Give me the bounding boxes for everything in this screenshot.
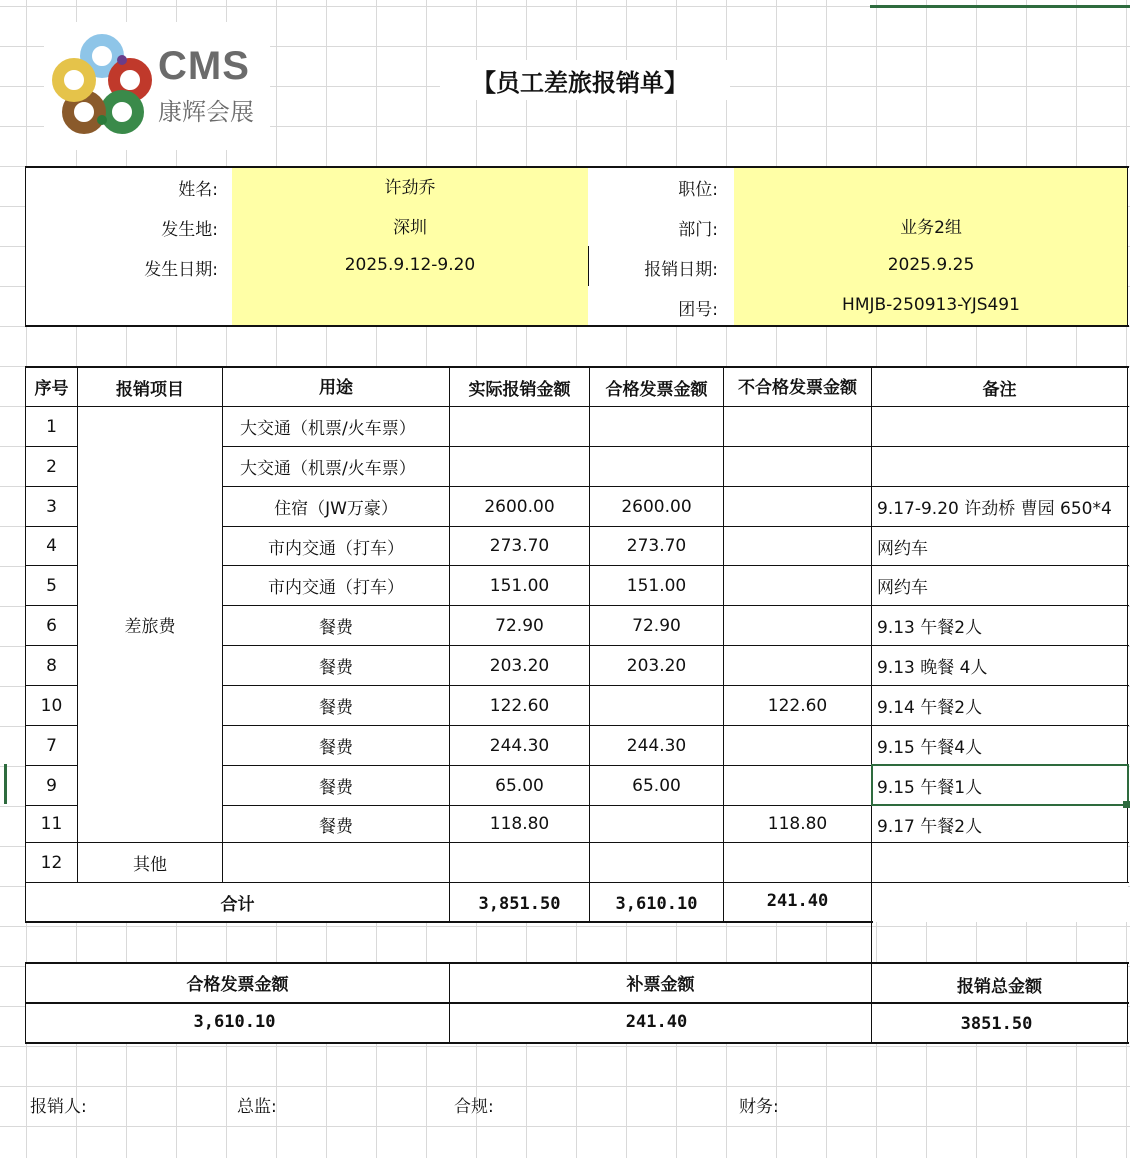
row-selection-marker: [4, 764, 7, 804]
col-header-note: 备注: [982, 380, 1017, 400]
position-label: 职位:: [678, 179, 718, 200]
claim-date-label: 报销日期:: [644, 259, 718, 280]
row-note[interactable]: [872, 407, 1127, 446]
row-purpose[interactable]: 大交通（机票/火车票）: [240, 459, 416, 479]
dept-label: 部门:: [678, 219, 718, 240]
row-purpose[interactable]: 餐费: [319, 698, 353, 718]
info-left-border: [25, 166, 26, 326]
row-purpose[interactable]: 餐费: [319, 778, 353, 798]
row-invalid[interactable]: [724, 527, 871, 565]
row-invalid[interactable]: 118.80: [767, 814, 828, 834]
row-valid[interactable]: [590, 447, 723, 486]
col-header-no: 序号: [34, 379, 69, 399]
total-valid[interactable]: 3,610.10: [615, 894, 698, 914]
page-title: 【员工差旅报销单】: [472, 68, 688, 97]
row-no[interactable]: 7: [46, 735, 57, 756]
row-actual[interactable]: 118.80: [489, 814, 550, 834]
row-actual[interactable]: [450, 447, 589, 486]
row-note[interactable]: 9.15 午餐1人: [877, 778, 983, 798]
row-note[interactable]: [872, 843, 1127, 882]
row-purpose[interactable]: 餐费: [319, 658, 353, 678]
row-note[interactable]: [872, 447, 1127, 486]
row-actual[interactable]: 65.00: [495, 775, 544, 796]
row-actual[interactable]: 122.60: [489, 695, 550, 716]
row-note[interactable]: 9.15 午餐4人: [877, 738, 983, 758]
row-no[interactable]: 9: [46, 775, 57, 796]
signature-director: 总监:: [237, 1096, 277, 1117]
info-bottom-border: [25, 325, 1129, 327]
total-invalid[interactable]: 241.40: [766, 891, 829, 911]
row-invalid[interactable]: 122.60: [767, 695, 828, 716]
date-label: 发生日期:: [144, 259, 218, 280]
row-no[interactable]: 5: [46, 575, 57, 596]
row-valid[interactable]: [590, 686, 723, 725]
row-actual[interactable]: 273.70: [489, 536, 550, 556]
row-note[interactable]: 9.13 晚餐 4人: [877, 658, 988, 678]
row-purpose[interactable]: 大交通（机票/火车票）: [240, 419, 416, 439]
summary-valid-label: 合格发票金额: [186, 974, 289, 995]
total-actual[interactable]: 3,851.50: [478, 894, 561, 914]
summary-valid-value[interactable]: 3,610.10: [193, 1012, 276, 1032]
row-valid[interactable]: 203.20: [626, 655, 687, 676]
row-no[interactable]: 3: [46, 496, 57, 517]
row-valid[interactable]: 72.90: [632, 615, 681, 636]
col-header-item: 报销项目: [116, 380, 184, 400]
summary-supplement-value[interactable]: 241.40: [625, 1012, 688, 1032]
row-no[interactable]: 12: [40, 852, 63, 873]
row-valid[interactable]: 244.30: [626, 735, 687, 756]
row-no[interactable]: 8: [46, 655, 57, 676]
row-actual[interactable]: 72.90: [495, 615, 544, 636]
signature-compliance: 合规:: [454, 1096, 494, 1117]
logo-brand: CMS: [158, 44, 250, 88]
row-no[interactable]: 2: [46, 456, 57, 477]
row-invalid[interactable]: [724, 447, 871, 486]
row-note[interactable]: 9.17 午餐2人: [877, 816, 983, 837]
row-valid[interactable]: [590, 407, 723, 446]
row-purpose[interactable]: 市内交通（打车）: [268, 578, 404, 598]
total-label: 合计: [220, 894, 255, 915]
logo: [44, 22, 270, 150]
claim-date-value[interactable]: 2025.9.25: [887, 255, 975, 275]
row-no[interactable]: 1: [46, 416, 57, 437]
group-label: 团号:: [678, 299, 718, 320]
row-invalid[interactable]: [724, 646, 871, 685]
row-purpose[interactable]: 餐费: [319, 618, 353, 638]
summary-supplement-label: 补票金额: [626, 974, 695, 995]
place-label: 发生地:: [161, 219, 218, 240]
row-valid[interactable]: [590, 806, 723, 842]
row-actual[interactable]: 203.20: [489, 655, 550, 676]
row-valid[interactable]: [590, 843, 723, 882]
col-header-invalid: 不合格发票金额: [738, 378, 857, 398]
signature-claimant: 报销人:: [30, 1096, 87, 1117]
summary-total-label: 报销总金额: [957, 976, 1042, 997]
row-invalid[interactable]: [724, 606, 871, 645]
row-no[interactable]: 4: [46, 536, 57, 556]
row-note[interactable]: 9.13 午餐2人: [877, 618, 983, 638]
info-divider: [588, 246, 589, 286]
summary-total-value[interactable]: 3851.50: [960, 1014, 1033, 1034]
row-valid[interactable]: 151.00: [626, 575, 687, 596]
name-value[interactable]: 许劲乔: [384, 177, 436, 198]
row-invalid[interactable]: [724, 766, 871, 805]
row-purpose[interactable]: 住宿（JW万豪）: [274, 499, 398, 519]
row-no[interactable]: 10: [40, 695, 63, 716]
col-header-purpose: 用途: [319, 378, 353, 398]
row-valid[interactable]: 65.00: [632, 775, 681, 796]
name-label: 姓名:: [178, 179, 218, 200]
row-purpose[interactable]: 市内交通（打车）: [268, 538, 404, 559]
row-valid[interactable]: 2600.00: [621, 496, 692, 517]
row-invalid[interactable]: [724, 726, 871, 765]
group-value[interactable]: HMJB-250913-YJS491: [842, 295, 1020, 315]
row-invalid[interactable]: [724, 407, 871, 446]
logo-subtitle: 康辉会展: [158, 98, 254, 126]
position-value[interactable]: [734, 166, 1128, 204]
row-invalid[interactable]: [724, 487, 871, 526]
date-value[interactable]: 2025.9.12-9.20: [344, 255, 476, 275]
row-purpose[interactable]: [223, 843, 449, 882]
category-travel[interactable]: 差旅费: [124, 617, 176, 637]
selection-edge-top: [870, 5, 1130, 8]
col-header-valid: 合格发票金额: [605, 380, 708, 400]
row-valid[interactable]: 273.70: [626, 536, 687, 556]
category-other[interactable]: 其他: [133, 855, 167, 875]
row-actual[interactable]: 2600.00: [484, 496, 555, 517]
row-actual[interactable]: 244.30: [489, 735, 550, 756]
row-no[interactable]: 11: [40, 814, 63, 834]
row-purpose[interactable]: 餐费: [319, 738, 353, 758]
row-invalid[interactable]: [724, 566, 871, 605]
row-actual[interactable]: [450, 843, 589, 882]
row-note[interactable]: 9.14 午餐2人: [877, 698, 983, 718]
place-value[interactable]: 深圳: [393, 217, 427, 238]
signature-finance: 财务:: [739, 1096, 779, 1117]
row-no[interactable]: 6: [46, 615, 57, 636]
row-note[interactable]: 9.17-9.20 许劲桥 曹园 650*4: [877, 499, 1112, 519]
dept-value[interactable]: 业务2组: [900, 217, 962, 238]
col-header-actual: 实际报销金额: [468, 380, 571, 400]
cms-flower-icon: [52, 28, 152, 140]
row-actual[interactable]: [450, 407, 589, 446]
row-actual[interactable]: 151.00: [489, 575, 550, 596]
row-invalid[interactable]: [724, 843, 871, 882]
row-note[interactable]: 网约车: [877, 538, 928, 559]
row-note[interactable]: 网约车: [877, 578, 928, 598]
row-purpose[interactable]: 餐费: [319, 816, 353, 837]
